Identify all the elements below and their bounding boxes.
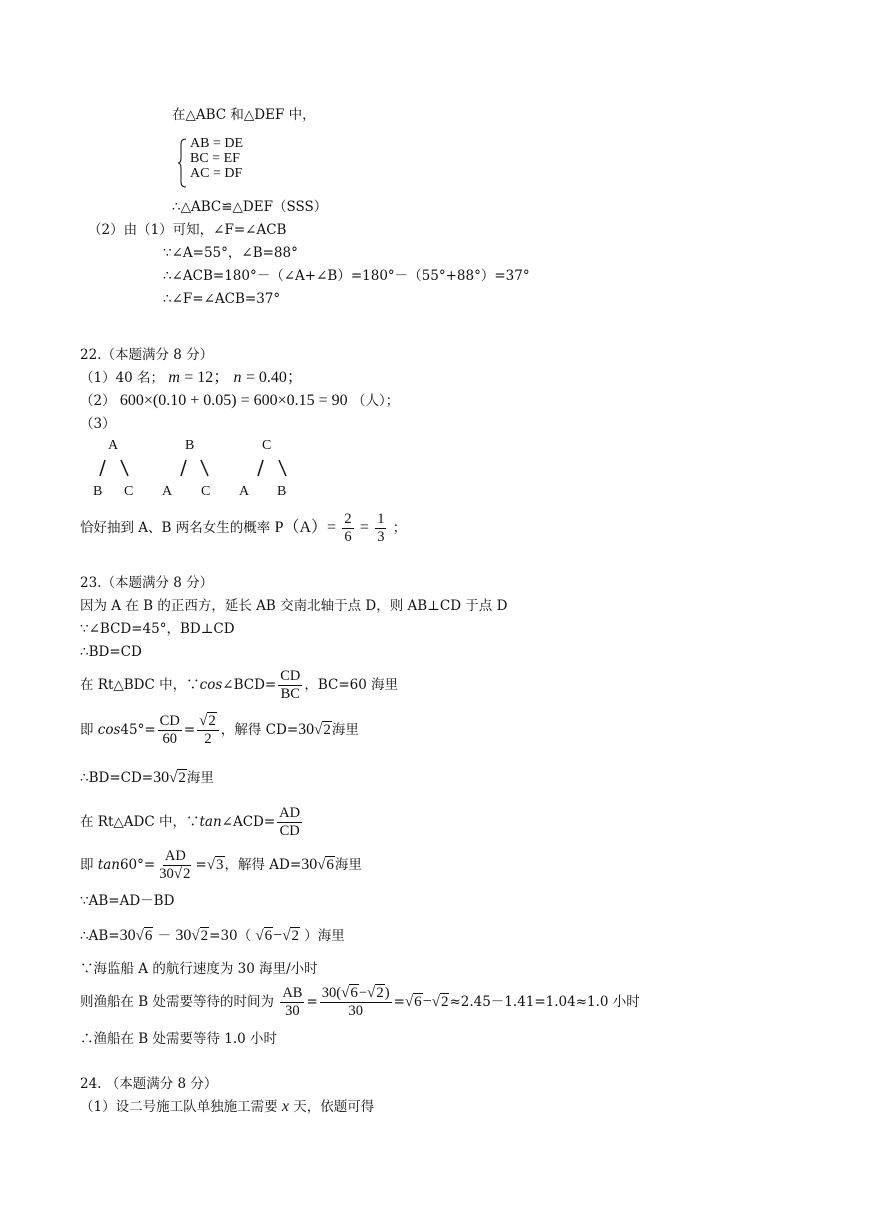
equation-system [190, 136, 243, 181]
fraction: $\frac{√2}{2}$ [197, 713, 219, 748]
p23-line1: 因为 A 在 B 的正西方，延长 AB 交南北轴于点 D，则 AB⊥CD 于点 D [80, 598, 508, 614]
sqrt: √2 [282, 928, 299, 944]
sqrt: √2 [431, 994, 449, 1010]
eq-bc-ef: BC = EF [190, 151, 240, 166]
tree-leaf-b: B [277, 484, 287, 499]
sqrt: √6 [341, 985, 358, 1001]
p22-answer2: （2） 600×(0.10 + 0.05) = 600×0.15 = 90 （人）； [80, 392, 400, 409]
fraction: $\frac{2}{6}$ [344, 511, 352, 545]
eq-ac-df: AC = DF [190, 166, 243, 181]
sqrt: √3 [206, 857, 224, 873]
p23-line10: ∴AB=30√6 － 30√2=30（ √6−√2 ）海里 [80, 927, 345, 944]
p23-heading: 23.（本题满分 8 分） [80, 575, 214, 591]
fraction: $\frac{1}{3}$ [377, 511, 385, 545]
fraction: $\frac{AD}{CD}$ [279, 805, 301, 839]
tree-leaf-a: A [239, 484, 250, 499]
p23-line5: 即 cos45°= $\frac{CD}{60}$ = $\frac{√2}{2}$ ，解得 CD=30√2海里 [80, 713, 359, 747]
p23-line12: 则渔船在 B 处需要等待的时间为 $\frac{AB}{30}$ = $\frac{30(√6-√2)}{30}$ =√6−√2≈2.45－1.41=1.04≈1.0 小时 [80, 985, 640, 1019]
fraction: $\frac{CD}{60}$ [159, 713, 180, 747]
sqrt: √2 [191, 928, 209, 944]
sqrt: √6 [135, 928, 153, 944]
system-brace [178, 138, 188, 188]
p23-line13: ∴渔船在 B 处需要等待 1.0 小时 [80, 1031, 278, 1047]
p22-probability: 恰好抽到 A、B 两名女生的概率 P（A）= $\frac{2}{6}$ = $\frac{1}{3}$ ； [80, 511, 407, 545]
tree-root-b: B [185, 438, 195, 453]
sqrt: √2 [169, 770, 186, 786]
p21-step3: ∴∠F=∠ACB=37° [163, 291, 281, 307]
p22-answer1: （1）40 名； m = 12； n = 0.40； [80, 369, 303, 386]
sqrt: √6 [317, 857, 334, 873]
eq-ab-de: AB = DE [190, 136, 244, 151]
tree-root-a: A [108, 438, 119, 453]
p21-conclusion: ∴△ABC≌△DEF（SSS） [172, 199, 328, 215]
sqrt: √2 [314, 722, 331, 738]
p23-line11: ∵海监船 A 的航行速度为 30 海里/小时 [80, 961, 318, 977]
p23-line8: 即 tan60°= $\frac{AD}{30√2}$ =√3，解得 AD=30√6海里 [80, 848, 362, 882]
fraction: $\frac{AB}{30}$ [282, 985, 303, 1019]
sqrt: √6 [255, 928, 273, 944]
sqrt: √6 [404, 994, 422, 1010]
sqrt: √2 [173, 866, 191, 882]
fraction: $\frac{AD}{30√2}$ [159, 848, 191, 882]
p22-answer3-label: （3） [80, 416, 116, 432]
p21-step1: ∵∠A=55°，∠B=88° [163, 245, 298, 261]
p23-line7: 在 Rt△ADC 中，∵tan∠ACD= $\frac{AD}{CD}$ [80, 805, 301, 839]
p21-intro: 在△ABC 和△DEF 中， [172, 107, 316, 123]
p23-line3: ∴BD=CD [80, 644, 142, 660]
sqrt: √2 [199, 713, 216, 729]
p21-part2: （2）由（1）可知，∠F=∠ACB [88, 222, 287, 238]
p23-line6: ∴BD=CD=30√2海里 [80, 769, 214, 786]
tree-leaf-c: C [124, 484, 134, 499]
fraction: $\frac{30(√6-√2)}{30}$ [321, 985, 390, 1019]
fraction: $\frac{CD}{BC}$ [280, 668, 301, 702]
p23-line4: 在 Rt△BDC 中，∵cos∠BCD= $\frac{CD}{BC}$ ，BC=60 海里 [80, 668, 399, 702]
tree-leaf-a: A [162, 484, 173, 499]
p21-step2: ∴∠ACB=180°－（∠A+∠B）=180°－（55°+88°）=37° [163, 268, 530, 284]
p23-line2: ∵∠BCD=45°，BD⊥CD [80, 621, 235, 637]
p23-line9: ∵AB=AD－BD [80, 893, 175, 909]
p22-heading: 22.（本题满分 8 分） [80, 347, 214, 363]
tree-leaf-b: B [93, 484, 103, 499]
sqrt: √2 [367, 985, 384, 1001]
tree-leaf-c: C [201, 484, 211, 499]
p24-line1: （1）设二号施工队单独施工需要 x 天，依题可得 [80, 1098, 375, 1115]
p24-heading: 24. （本题满分 8 分） [80, 1076, 218, 1092]
tree-root-c: C [262, 438, 272, 453]
